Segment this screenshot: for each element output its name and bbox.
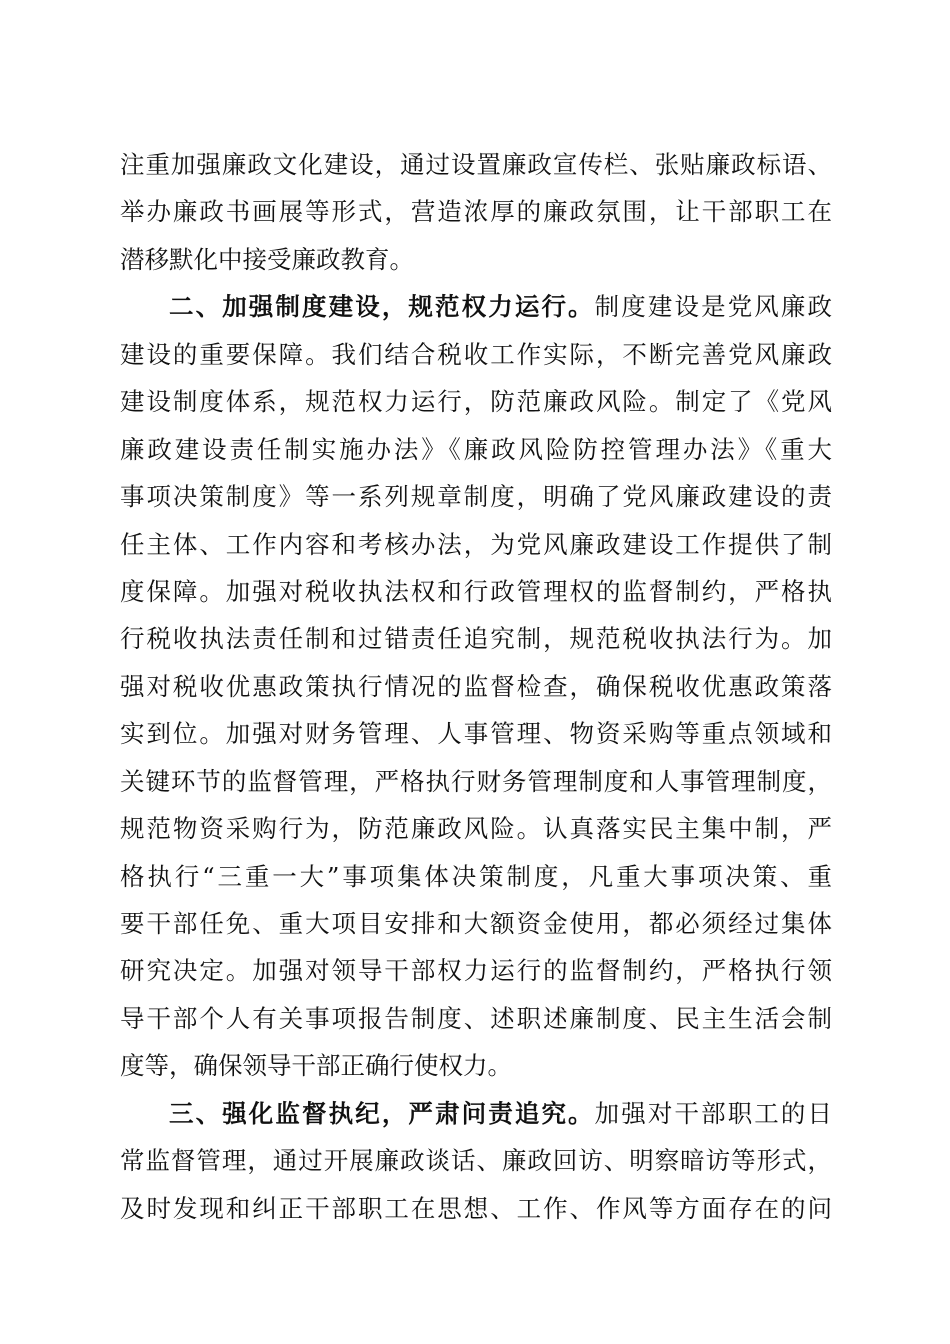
paragraph-2	[120, 283, 832, 1089]
text-line: 建设制度体系，规范权力运行，防范廉政风险。制定了《党风	[120, 387, 832, 417]
text-line: 举办廉政书画展等形式，营造浓厚的廉政氛围，让干部职工在	[120, 197, 832, 227]
paragraph-3	[120, 1090, 832, 1232]
text-line: 任主体、工作内容和考核办法，为党风廉政建设工作提供了制	[120, 529, 832, 559]
text-line: 事项决策制度》等一系列规章制度，明确了党风廉政建设的责	[120, 482, 832, 512]
text-line: 建设的重要保障。我们结合税收工作实际，不断完善党风廉政	[120, 339, 832, 369]
heading-line	[120, 1090, 832, 1137]
paragraph-1	[120, 141, 832, 283]
text-line: 关键环节的监督管理，严格执行财务管理制度和人事管理制度，	[120, 766, 832, 796]
heading-line-text: 制度建设是党风廉政	[594, 292, 833, 322]
text-line: 行税收执法责任制和过错责任追究制，规范税收执法行为。加	[120, 624, 832, 654]
text-line: 导干部个人有关事项报告制度、述职述廉制度、民主生活会制	[120, 1003, 832, 1033]
text-line: 强对税收优惠政策执行情况的监督检查，确保税收优惠政策落	[120, 671, 832, 701]
text-line: 度等，确保领导干部正确行使权力。	[120, 1051, 512, 1081]
heading-line	[120, 283, 832, 330]
text-line: 要干部任免、重大项目安排和大额资金使用，都必须经过集体	[120, 909, 832, 938]
text-line: 度保障。加强对税收执法权和行政管理权的监督制约，严格执	[120, 576, 832, 606]
text-line: 潜移默化中接受廉政教育。	[120, 244, 414, 274]
text-line: 及时发现和纠正干部职工在思想、工作、作风等方面存在的问	[120, 1193, 832, 1223]
text-line: 实到位。加强对财务管理、人事管理、物资采购等重点领域和	[120, 719, 832, 749]
text-line: 廉政建设责任制实施办法》《廉政风险防控管理办法》《重大	[120, 434, 832, 464]
text-line: 规范物资采购行为，防范廉政风险。认真落实民主集中制，严	[120, 814, 832, 844]
heading-line-text: 加强对干部职工的日	[594, 1098, 833, 1128]
text-line: 注重加强廉政文化建设，通过设置廉政宣传栏、张贴廉政标语、	[120, 150, 832, 179]
text-line: 研究决定。加强对领导干部权力运行的监督制约，严格执行领	[120, 956, 832, 986]
text-line: 格执行“三重一大”事项集体决策制度，凡重大事项决策、重	[120, 861, 832, 891]
body-text	[120, 141, 832, 1232]
text-line: 常监督管理，通过开展廉政谈话、廉政回访、明察暗访等形式，	[120, 1146, 832, 1176]
section-heading-3: 三、强化监督执纪，严肃问责追究。	[169, 1098, 595, 1128]
section-heading-2: 二、加强制度建设，规范权力运行。	[169, 292, 595, 322]
